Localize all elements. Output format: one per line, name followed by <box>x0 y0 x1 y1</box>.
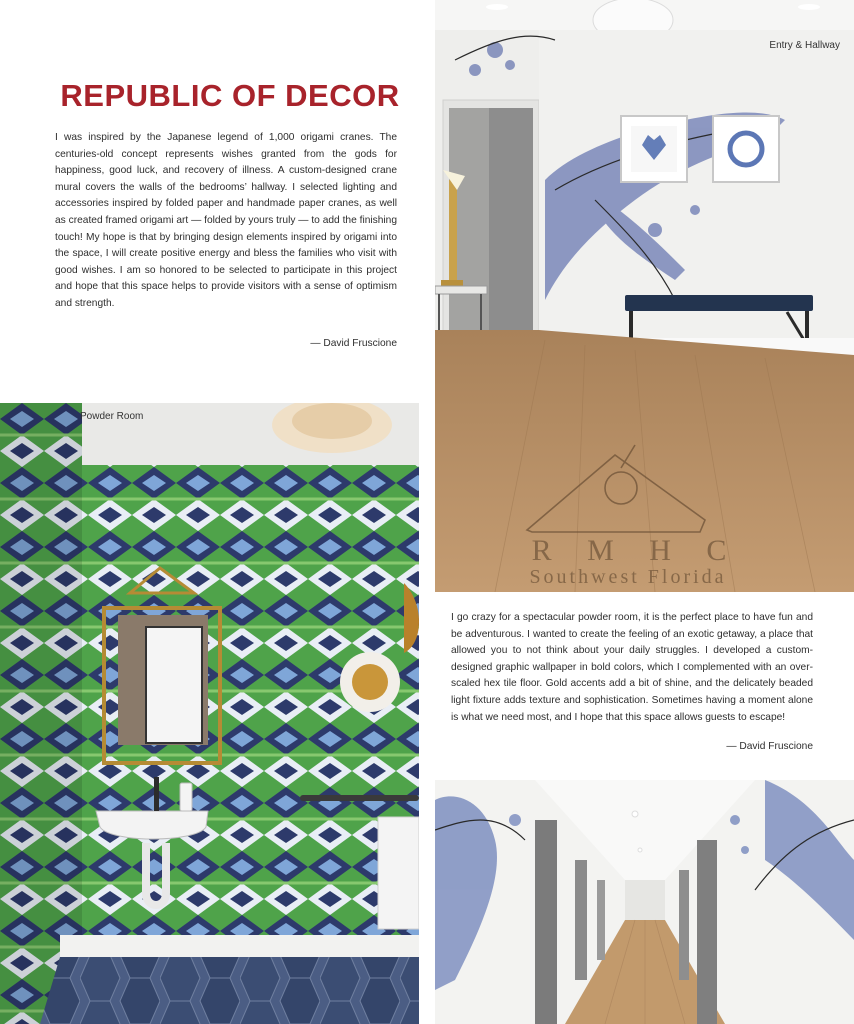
article-signature-1: — David Fruscione <box>310 338 397 349</box>
floor-logo-subtext: Southwest Florida <box>529 566 727 588</box>
entry-hallway-illustration <box>435 0 854 592</box>
entry-hallway-photo <box>435 0 854 592</box>
photo-caption-powder: Powder Room <box>80 411 144 422</box>
article-body-origami: I was inspired by the Japanese legend of 1,000 origami cranes. The centuries-old concept represents wishes granted from the gods for happiness, good luck, and recovery of illness. A custom-designed crane mural covers the walls of the bedrooms’ hallway. I selected lighting and accessories inspired by folded paper and handmade paper cranes, as well as created framed origami art — folded by yours truly — to add the finishing touch! My hope is that by bringing design elements inspired by origami into the space, I will create positive energy and bless the families who visit with good wishes. I am so honored to be selected to participate in this project and hope that this space helps to provide visitors with a sense of optimism and strength. <box>55 132 397 309</box>
powder-room-photo <box>0 403 419 1024</box>
hallway-photo <box>435 780 854 1024</box>
article-body-powder: I go crazy for a spectacular powder room, it is the perfect place to have fun and be adventurous. I wanted to create the feeling of an exotic getaway, a place that allowed you to not think about your daily struggles. I developed a custom-designed graphic wallpaper in bold colors, which I complemented with an over-scaled hex tile floor. Gold accents add a bit of shine, and the delicately beaded light fixture adds texture and sophistication. Sometimes having a moment alone is what we need most, and I hope that this space allows guests to escape! <box>451 612 813 723</box>
article-signature-2: — David Fruscione <box>726 741 813 752</box>
page-title: REPUBLIC OF DECOR <box>60 78 400 113</box>
floor-logo-text: R M H C <box>531 534 741 567</box>
photo-caption-entry: Entry & Hallway <box>769 40 840 51</box>
powder-room-illustration <box>0 403 419 1024</box>
hallway-illustration <box>435 780 854 1024</box>
